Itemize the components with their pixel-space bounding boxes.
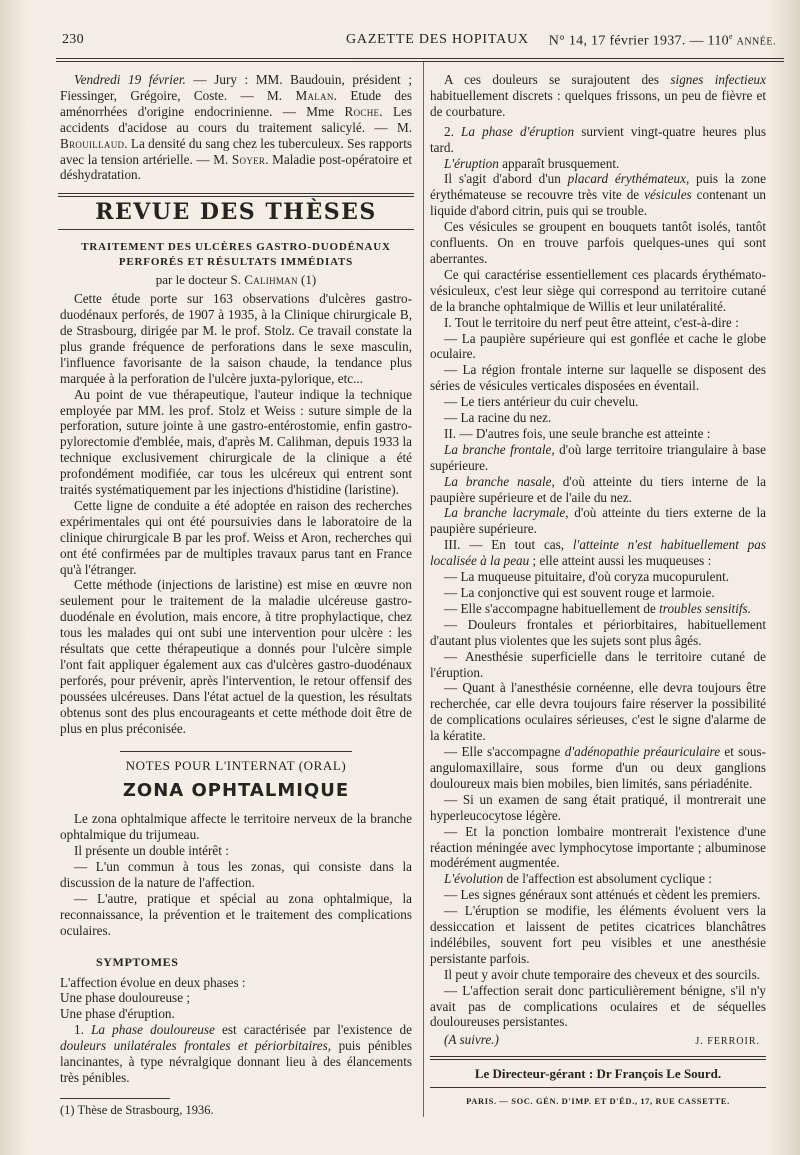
right-paragraph <box>430 871 766 887</box>
printer-rule <box>430 1087 766 1088</box>
text: habituellement discrets : quelques frissons, un peu de fièvre et de courbature. <box>430 87 766 119</box>
text-em: d'adénopathie préauriculaire <box>564 744 721 760</box>
revue-des-theses-title: REVUE DES THÈSES <box>95 199 377 226</box>
right-paragraph <box>430 442 766 474</box>
intro-paragraph: Le zona ophtalmique affecte le territoire nerveux de la branche ophtalmique du trijumeau. <box>60 811 412 843</box>
text: puis la zone érythémateuse se recouvre très vite de <box>430 171 766 203</box>
p1-end: puis pénibles lancinantes, à type névralgique donnant lieu à des élancements très pénibles. <box>60 1038 412 1085</box>
directeur-rule <box>430 1056 766 1057</box>
text-em: La branche frontale, <box>444 441 555 457</box>
right-paragraph: I. Tout le territoire du nerf peut être atteint, c'est-à-dire : <box>444 314 739 330</box>
thesis-paragraph: Cette étude porte sur 163 observations d'ulcères gastro-duodénaux perforés, de 1907 à 1935, à la Clinique chirurgicale B, de Strasbourg, dirigée par M. le prof. Stolz. Ce travail constate la plus grande fréquence de perforations dans le sexe masculin, l'influence favorisante de la saison chaude, la tendance plus marquée à la perforation de l'ulcère juxta-pylorique, etc... <box>60 291 412 386</box>
right-paragraph <box>430 72 766 120</box>
text: de l'affection est absolument cyclique : <box>503 871 712 887</box>
phase-item: Une phase douloureuse ; <box>60 990 191 1006</box>
right-paragraph <box>430 744 766 792</box>
intro-paragraph: — L'un commun à tous les zonas, qui consiste dans la discussion de la nature de l'affection. <box>60 859 412 890</box>
text: apparaît brusquement. <box>498 155 620 171</box>
author-name: Calihman <box>244 272 298 288</box>
jury-text-b: . Etude des aménorrhées d'origine endocrinienne. — Mme <box>60 87 413 119</box>
right-paragraph: — Les signes généraux sont atténués et cèdent les premiers. <box>444 887 761 903</box>
intro-paragraph: — L'autre, pratique et spécial au zona ophtalmique, la reconnaissance, la prévention et le traitement des complications oculaires. <box>60 890 412 938</box>
page-number: 230 <box>62 32 84 47</box>
directeur-rule-double <box>430 1059 766 1060</box>
author-signature: J. FERROIR. <box>695 1036 760 1048</box>
text-em: L'éruption <box>444 155 499 171</box>
right-paragraph: — La paupière supérieure qui est gonflée et cache le globe oculaire. <box>430 330 766 362</box>
text-em: placard érythémateux, <box>567 171 690 187</box>
suivre-line <box>430 1032 766 1050</box>
text: — Elle s'accompagne <box>444 744 565 760</box>
phase-item: Une phase d'éruption. <box>60 1006 175 1022</box>
jury-text-d: . La densité du sang chez les tuberculeux. Ses rapports avec la tension artérielle. — M. <box>60 135 412 167</box>
byline-prefix: par le docteur S. <box>155 272 245 288</box>
text-em: La phase d'éruption <box>461 123 575 139</box>
text: d'où atteinte du tiers interne de la paupière supérieure et de l'aile du nez. <box>430 473 767 505</box>
text: survient vingt-quatre heures plus tard. <box>430 123 766 155</box>
right-paragraph: — L'éruption se modifie, les éléments évoluent vers la dessiccation et laissent de petites cicatrices blanchâtres indélébiles, souvent fort peu visibles et une anesthésie persistante parfois. <box>430 903 766 966</box>
notes-rule <box>120 751 352 752</box>
text-em: L'évolution <box>444 871 504 887</box>
right-paragraph <box>430 124 766 156</box>
section-rule-bottom <box>58 229 414 230</box>
jury-paragraph <box>60 72 412 183</box>
notes-heading: NOTES POUR L'INTERNAT (ORAL) <box>125 757 347 773</box>
left-column <box>60 72 412 1119</box>
right-paragraph <box>430 474 766 506</box>
right-paragraph <box>430 171 766 219</box>
page-header <box>56 32 786 54</box>
text: 2. <box>444 123 462 139</box>
header-rule-double <box>56 61 784 62</box>
text: ; elle atteint aussi les muqueuses : <box>529 553 712 569</box>
header-rule <box>56 58 784 59</box>
text: et sous-angulomaxillaire, sous forme d'un ou deux ganglions douloureux mais bien mobiles, bien limités, sans périadénite. <box>430 744 766 791</box>
name-malan: Malan <box>295 87 334 103</box>
intro-paragraph: Il présente un double intérêt : <box>74 843 229 859</box>
name-soyer: Soyer <box>231 151 266 167</box>
issue-info <box>549 32 776 50</box>
text-em: La branche nasale, <box>444 473 555 489</box>
text: III. — En tout cas, <box>444 537 573 553</box>
p1-num: 1. <box>74 1022 92 1038</box>
name-roche: Roche <box>344 103 380 119</box>
right-paragraph: — Et la ponction lombaire montrerait l'existence d'une réaction méningée avec lymphocytose importante ; albuminose modérément augmentée. <box>430 823 766 871</box>
jury-text-e: . Maladie post-opératoire et déshydratation. <box>60 151 412 183</box>
directeur-gerant: Le Directeur-gérant : Dr François Le Sourd. <box>474 1066 722 1082</box>
symptomes-title: SYMPTOMES <box>96 954 179 969</box>
right-paragraph: Ces vésicules se groupent en bouquets tantôt isolés, tantôt confluents. On en trouve parfois quelques-unes qui sont aberrantes. <box>430 219 766 266</box>
right-paragraph <box>430 601 766 617</box>
right-paragraph <box>430 156 766 172</box>
right-paragraph: — Douleurs frontales et périorbitaires, habituellement d'autant plus violentes que les sujets sont plus âgés. <box>430 616 766 648</box>
right-paragraph: — La conjonctive qui est souvent rouge et larmoie. <box>444 585 715 600</box>
footnote-rule <box>60 1098 170 1099</box>
annee-label: ANNÉE. <box>736 36 776 48</box>
text: d'où atteinte du tiers externe de la paupière supérieure. <box>430 505 766 537</box>
thesis-paragraph: Cette ligne de conduite a été adoptée en raison des recherches expérimentales qui ont été poursuivies dans le laboratoire de la clinique chirurgicale B par les prof. Weiss et Aron, recherches qui ont été confirmées par de multiples travaux parus tant en France qu'à l'étranger. <box>60 497 412 577</box>
text: — Elle s'accompagne habituellement de <box>444 600 660 616</box>
zona-title: ZONA OPHTALMIQUE <box>122 780 350 802</box>
text-em: signes infectieux <box>670 72 766 87</box>
jury-text-c: . Les accidents d'acidose au cours du traitement salicylé. — M. <box>60 103 412 135</box>
p1-phase: La phase douloureuse <box>91 1022 215 1038</box>
right-paragraph: — La racine du nez. <box>444 410 552 426</box>
text: contenant un liquide d'abord citrin, puis qui se trouble. <box>430 187 767 219</box>
right-paragraph: — La muqueuse pituitaire, d'où coryza mucopurulent. <box>444 569 730 585</box>
footnote: (1) Thèse de Strasbourg, 1936. <box>60 1102 214 1117</box>
thesis-paragraph: Cette méthode (injections de laristine) est mise en œuvre non seulement pour le traitement de la maladie ulcéreuse gastro-duodénale en évolution, mais encore, à titre prophylactique, chez tous les malades qui ont subi une intervention pour ulcère : les résultats que cette thérapeutique a donnés pour l'ulcère simple l'ont fait appliquer également aux cas d'ulcères gastro-duodénaux perforés, pour prévenir, après l'intervention, le retour offensif des poussées ulcéreuses. Dans l'état actuel de la question, les résultats obtenus sont des plus encourageants et cette méthode doit être de plus en plus préconisée. <box>60 577 412 736</box>
right-paragraph: — Le tiers antérieur du cuir chevelu. <box>444 394 639 410</box>
jury-text-a: — Jury : MM. Baudouin, président ; Fiessinger, Grégoire, Coste. — M. <box>60 72 412 103</box>
thesis-title: TRAITEMENT DES ULCÈRES GASTRO-DUODÉNAUX PERFORÉS ET RÉSULTATS IMMÉDIATS <box>81 241 391 269</box>
right-paragraph: Il peut y avoir chute temporaire des cheveux et des sourcils. <box>444 966 761 982</box>
symptomes-intro: L'affection évolue en deux phases : <box>60 974 246 990</box>
a-suivre: (A suivre.) <box>444 1032 499 1048</box>
p1-text: est caractérisée par l'existence de <box>214 1022 412 1038</box>
right-paragraph: — L'affection serait donc particulièrement bénigne, s'il n'y avait pas de complications oculaires et de séquelles douloureuses persistantes. <box>430 982 766 1030</box>
text-em: vésicules <box>644 187 692 203</box>
right-column <box>430 72 766 1110</box>
right-paragraph <box>430 537 766 569</box>
printer-line: PARIS. — SOC. GÉN. D'IMP. ET D'ÉD., 17, RUE CASSETTE. <box>466 1096 730 1107</box>
jury-day: Vendredi 19 février. <box>74 72 186 87</box>
section-rule <box>58 193 414 194</box>
right-paragraph: Ce qui caractérise essentiellement ces placards érythémato-vésiculeux, c'est leur siège qui correspond au territoire cutané de la branche ophtalmique de Willis et leur unilatéralité. <box>430 266 766 314</box>
text: d'où large territoire triangulaire à base supérieure. <box>430 441 766 473</box>
right-paragraph: — La région frontale interne sur laquelle se disposent des séries de vésicules verticales disposées en éventail. <box>430 362 766 394</box>
column-divider <box>423 62 424 1117</box>
issue-text: N° 14, 17 février 1937. — 110 <box>548 33 729 49</box>
name-brouillaud: Brouillaud <box>60 135 125 151</box>
thesis-byline <box>60 272 412 288</box>
right-paragraph: — Quant à l'anesthésie cornéenne, elle devra toujours être recherchée, car elle devra toujours faire réserver la possibilité de complications oculaires sérieuses, c'est le signe d'alarme de la kératite. <box>430 680 766 744</box>
text: Il s'agit d'abord d'un <box>444 171 568 187</box>
phase-douloureuse-paragraph <box>60 1022 412 1086</box>
right-paragraph: II. — D'autres fois, une seule branche est atteinte : <box>444 425 711 441</box>
text: A ces douleurs se surajoutent des <box>444 72 671 87</box>
thesis-paragraph: Au point de vue thérapeutique, l'auteur indique la technique employée par MM. les prof. Stolz et Weiss : suture simple de la perforation, suture jointe à une gastro-entérostomie, enfin gastro-pylorectomie d'emblée, mais, d'après M. Calihman, depuis 1933 la technique exclusivement chirurgicale de la clinique a été profondément modifiée, car tous les ulcéreux qui entrent sont traités systématiquement par les injections d'histidine (laristine). <box>60 386 412 498</box>
text-em: La branche lacrymale, <box>444 505 569 521</box>
p1-em: douleurs unilatérales frontales et périorbitaires, <box>60 1038 332 1054</box>
publication-title: GAZETTE DES HOPITAUX <box>346 32 529 47</box>
byline-suffix: (1) <box>297 272 317 288</box>
right-paragraph <box>430 505 766 537</box>
right-paragraph: — Si un examen de sang était pratiqué, il montrerait une hyperleucocytose légère. <box>430 791 766 823</box>
right-paragraph: — Anesthésie superficielle dans le territoire cutané de l'éruption. <box>430 648 766 680</box>
section-rule-double <box>58 196 414 197</box>
text-em: troubles sensitifs. <box>659 600 751 616</box>
issue-suffix: e <box>728 32 733 41</box>
text-em: l'atteinte n'est habituellement pas localisée à la peau <box>430 537 766 569</box>
